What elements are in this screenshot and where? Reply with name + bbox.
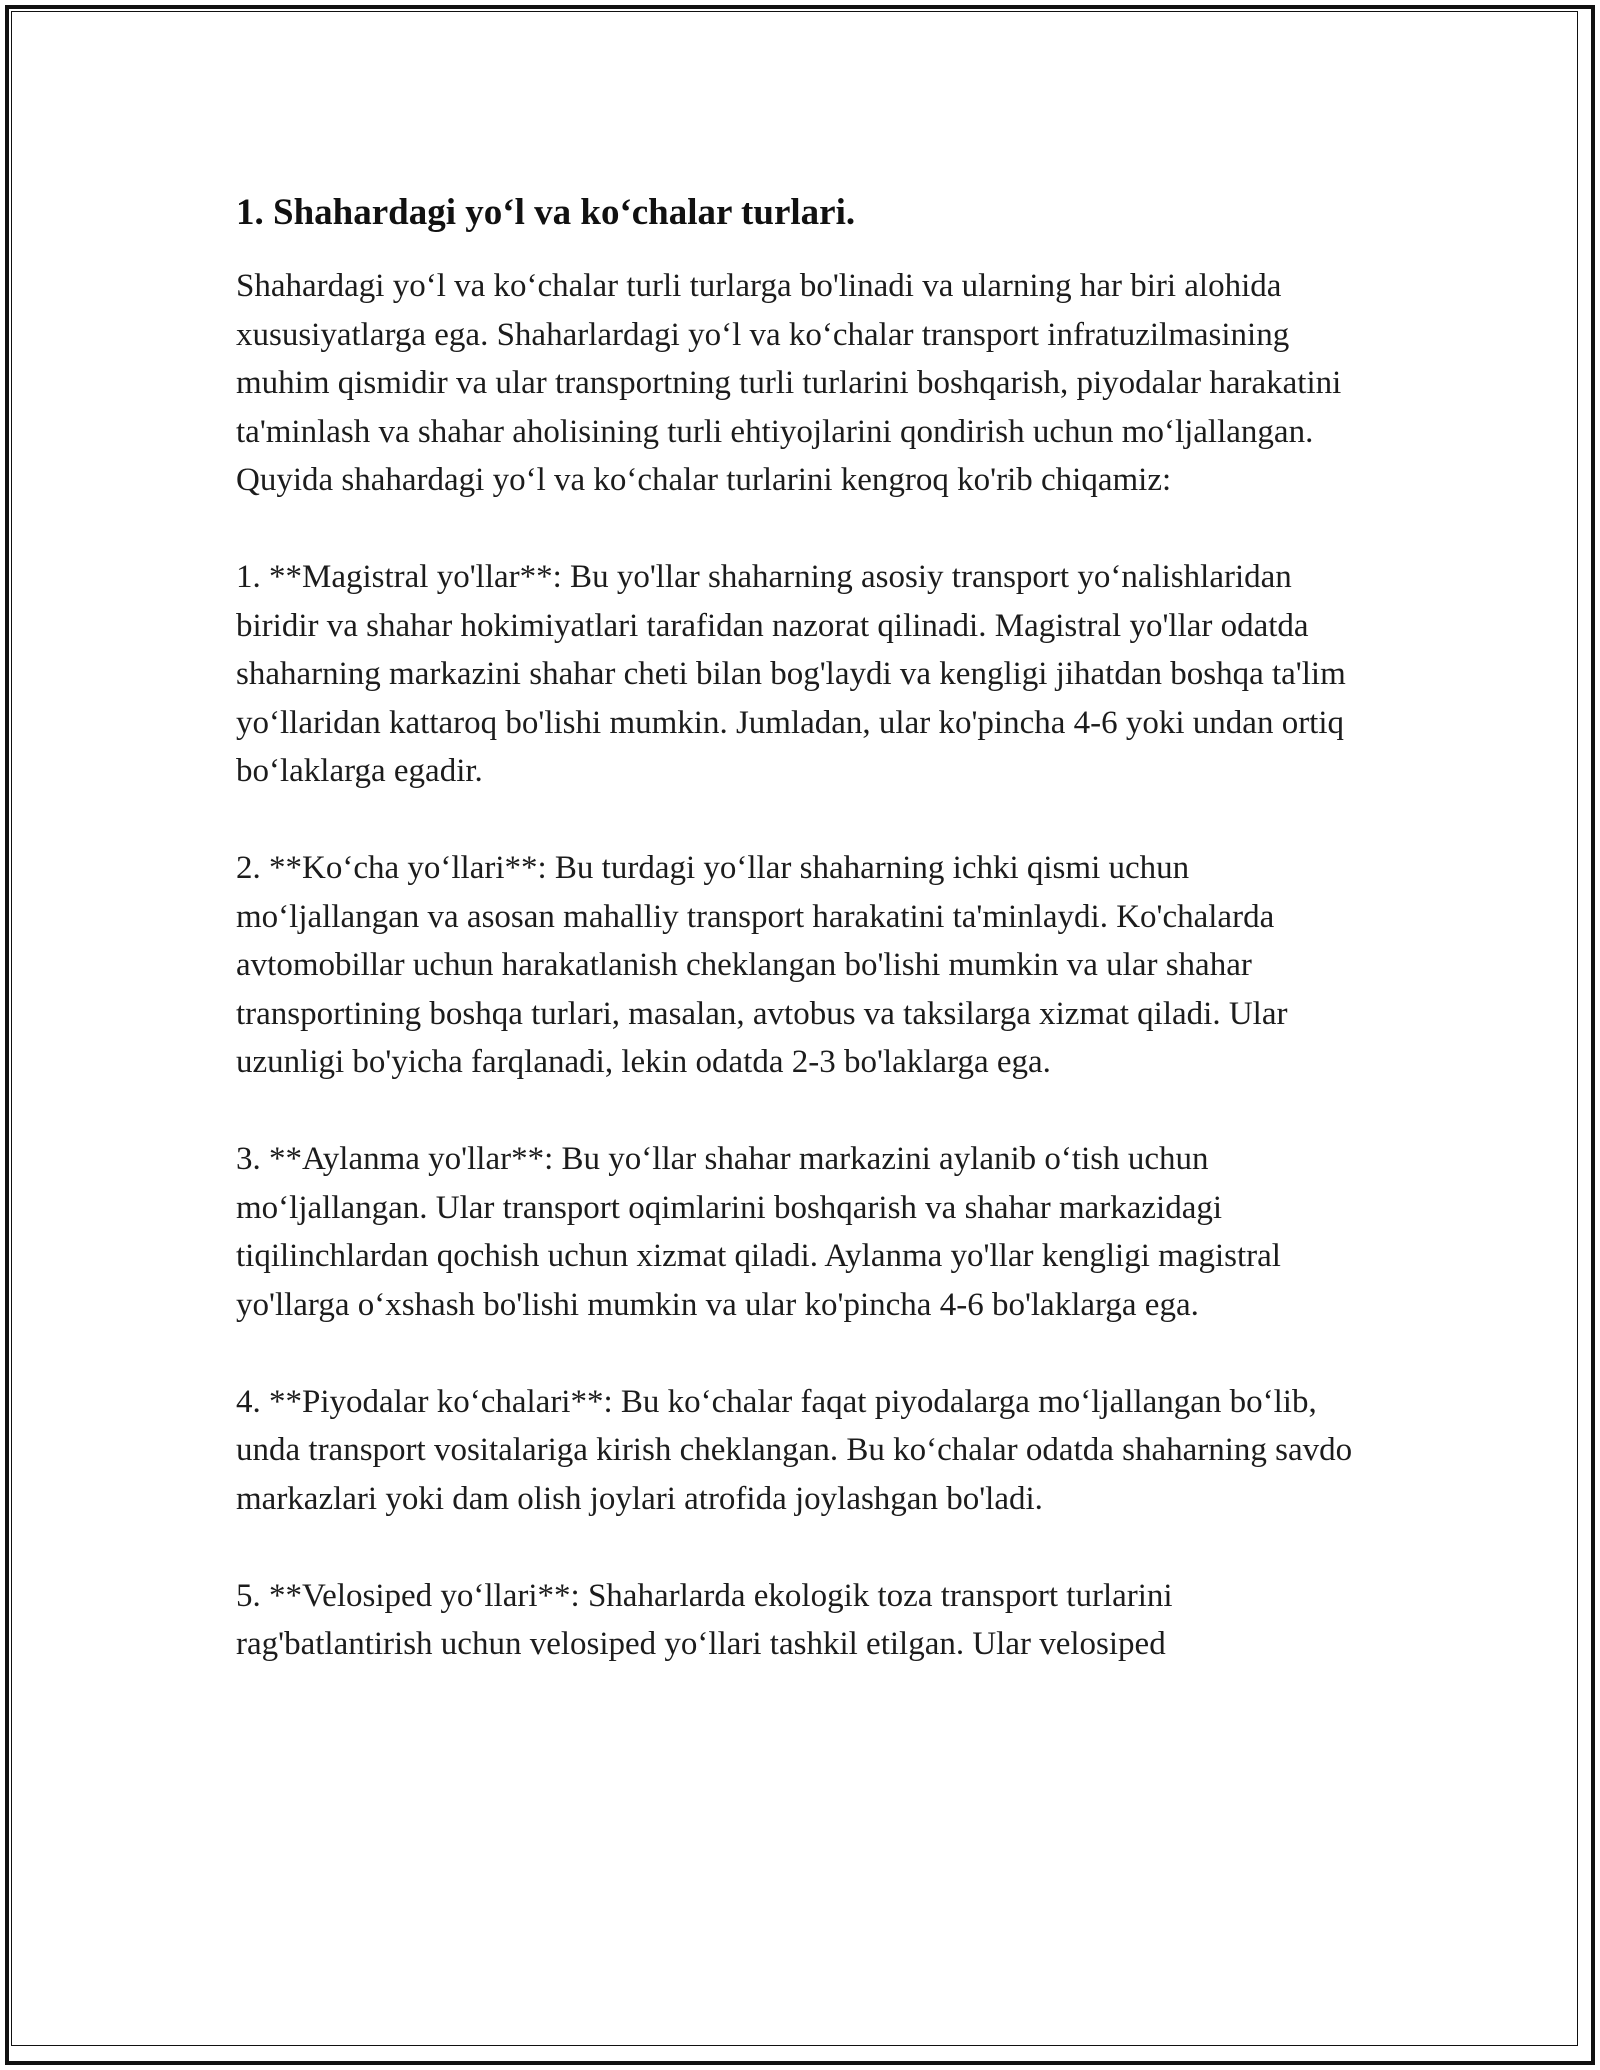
list-item-aylanma: 3. **Aylanma yo'llar**: Bu yo‘llar shahar markazini aylanib o‘tish uchun mo‘ljallangan. Ular transport oqimlarini boshqarish va shahar markazidagi tiqilinchlardan qochish uchun xizmat qiladi. Aylanma yo'llar kengligi magistral yo'llarga o‘xshash bo'lishi mumkin va ular ko'pincha 4-6 bo'laklarga ega. — [236, 1141, 1281, 1323]
document-body — [236, 182, 1376, 1669]
section-heading: 1. Shahardagi yo‘l va ko‘chalar turlari. — [236, 192, 856, 233]
list-item-velosiped: 5. **Velosiped yo‘llari**: Shaharlarda ekologik toza transport turlarini rag'batlantirish uchun velosiped yo‘llari tashkil etilgan. Ular velosiped — [236, 1577, 1173, 1662]
list-item-magistral: 1. **Magistral yo'llar**: Bu yo'llar shaharning asosiy transport yo‘nalishlaridan biridir va shahar hokimiyatlari tarafidan nazorat qilinadi. Magistral yo'llar odatda shaharning markazini shahar cheti bilan bog'laydi va kengligi jihatdan boshqa ta'lim yo‘llaridan kattaroq bo'lishi mumkin. Jumladan, ular ko'pincha 4-6 yoki undan ortiq bo‘laklarga egadir. — [236, 559, 1346, 789]
intro-paragraph: Shahardagi yo‘l va ko‘chalar turli turlarga bo'linadi va ularning har biri alohida xususiyatlarga ega. Shaharlardagi yo‘l va ko‘chalar transport infratuzilmasining muhim qismidir va ular transportning turli turlarini boshqarish, piyodalar harakatini ta'minlash va shahar aholisining turli ehtiyojlarini qondirish uchun mo‘ljallangan. Quyida shahardagi yo‘l va ko‘chalar turlarini kengroq ko'rib chiqamiz: — [236, 268, 1342, 498]
list-item-kocha: 2. **Ko‘cha yo‘llari**: Bu turdagi yo‘llar shaharning ichki qismi uchun mo‘ljallangan va asosan mahalliy transport harakatini ta'minlaydi. Ko'chalarda avtomobillar uchun harakatlanish cheklangan bo'lishi mumkin va ular shahar transportining boshqa turlari, masalan, avtobus va taksilarga xizmat qiladi. Ular uzunligi bo'yicha farqlanadi, lekin odatda 2-3 bo'laklarga ega. — [236, 850, 1288, 1080]
list-item-piyodalar: 4. **Piyodalar ko‘chalari**: Bu ko‘chalar faqat piyodalarga mo‘ljallangan bo‘lib, unda transport vositalariga kirish cheklangan. Bu ko‘chalar odatda shaharning savdo markazlari yoki dam olish joylari atrofida joylashgan bo'ladi. — [236, 1383, 1353, 1517]
